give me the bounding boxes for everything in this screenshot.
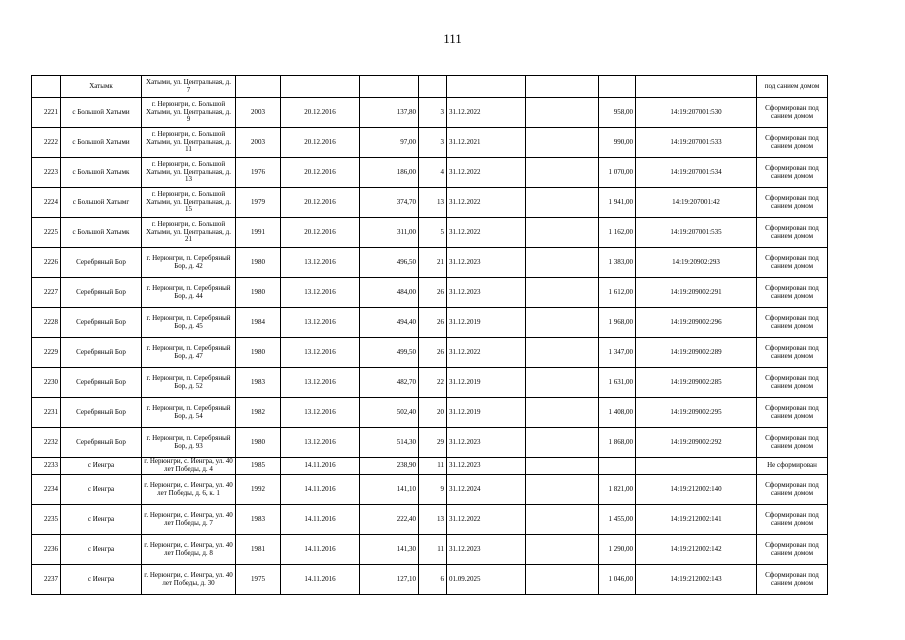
- cell-date2: 31.12.2024: [447, 475, 526, 505]
- cell-extra: [526, 218, 599, 248]
- cell-area: 496,50: [360, 248, 419, 278]
- cell-id: 2225: [32, 218, 61, 248]
- table-row: [32, 475, 828, 505]
- cell-address: г. Нерюнгри, с. Иенгра, ул. 40 лет Победы, д. 7: [142, 505, 236, 535]
- cell-year: [236, 76, 281, 98]
- cell-extra: [526, 248, 599, 278]
- cell-cadastre: 14:19:212002:143: [636, 565, 757, 595]
- cell-cost: 1 162,00: [599, 218, 636, 248]
- cell-area: 514,30: [360, 428, 419, 458]
- cell-cadastre: [636, 76, 757, 98]
- cell-date1: 13.12.2016: [281, 338, 360, 368]
- cell-date1: 20.12.2016: [281, 188, 360, 218]
- cell-count: 4: [419, 158, 447, 188]
- table-row: [32, 428, 828, 458]
- cell-place: Серебряный Бор: [61, 248, 142, 278]
- cell-cost: 958,00: [599, 98, 636, 128]
- cell-year: 2003: [236, 128, 281, 158]
- cell-year: 1975: [236, 565, 281, 595]
- cell-place: Серебряный Бор: [61, 308, 142, 338]
- cell-area: 97,00: [360, 128, 419, 158]
- cell-cost: 1 383,00: [599, 248, 636, 278]
- cell-cadastre: 14:19:209002:292: [636, 428, 757, 458]
- table-row: [32, 338, 828, 368]
- cell-place: Серебряный Бор: [61, 368, 142, 398]
- cell-count: 26: [419, 338, 447, 368]
- cell-address: Хатыми, ул. Центральная, д. 7: [142, 76, 236, 98]
- cell-extra: [526, 98, 599, 128]
- cell-status: Сформирован под санием домом: [757, 248, 828, 278]
- cell-count: 6: [419, 565, 447, 595]
- table-row: [32, 505, 828, 535]
- cell-cadastre: 14:19:207001:533: [636, 128, 757, 158]
- cell-status: Сформирован под санием домом: [757, 188, 828, 218]
- cell-cost: 1 612,00: [599, 278, 636, 308]
- cell-area: 137,80: [360, 98, 419, 128]
- cell-cadastre: 14:19:212002:141: [636, 505, 757, 535]
- cell-date1: 14.11.2016: [281, 458, 360, 475]
- cell-year: 1980: [236, 338, 281, 368]
- cell-address: г. Нерюнгри, п. Серебряный Бор, д. 42: [142, 248, 236, 278]
- cell-year: 1982: [236, 398, 281, 428]
- cell-id: 2222: [32, 128, 61, 158]
- cell-date2: 31.12.2019: [447, 308, 526, 338]
- cell-place: с Большой Хатымк: [61, 218, 142, 248]
- cell-place: Серебряный Бор: [61, 278, 142, 308]
- cell-status: Сформирован под санием домом: [757, 368, 828, 398]
- cell-id: 2233: [32, 458, 61, 475]
- cell-extra: [526, 338, 599, 368]
- cell-year: 1991: [236, 218, 281, 248]
- cell-cost: 1 941,00: [599, 188, 636, 218]
- cell-cost: 1 290,00: [599, 535, 636, 565]
- cell-date2: 31.12.2023: [447, 278, 526, 308]
- cell-year: 1983: [236, 505, 281, 535]
- cell-count: 29: [419, 428, 447, 458]
- cell-area: 141,10: [360, 475, 419, 505]
- cell-date1: 13.12.2016: [281, 278, 360, 308]
- cell-address: г. Нерюнгри, с. Большой Хатыми, ул. Центральная, д. 21: [142, 218, 236, 248]
- cell-year: 1976: [236, 158, 281, 188]
- cell-cadastre: 14:19:209002:289: [636, 338, 757, 368]
- cell-cadastre: 14:19:209002:296: [636, 308, 757, 338]
- cell-id: 2224: [32, 188, 61, 218]
- cell-id: 2232: [32, 428, 61, 458]
- cell-count: 13: [419, 505, 447, 535]
- cell-cadastre: 14:19:209002:285: [636, 368, 757, 398]
- cell-address: г. Нерюнгри, с. Иенгра, ул. 40 лет Победы, д. 30: [142, 565, 236, 595]
- table-row: [32, 368, 828, 398]
- cell-year: 1985: [236, 458, 281, 475]
- cell-address: г. Нерюнгри, п. Серебряный Бор, д. 47: [142, 338, 236, 368]
- cell-date1: 20.12.2016: [281, 128, 360, 158]
- cell-extra: [526, 428, 599, 458]
- cell-count: [419, 76, 447, 98]
- cell-area: 186,00: [360, 158, 419, 188]
- cell-extra: [526, 475, 599, 505]
- cell-place: Серебряный Бор: [61, 338, 142, 368]
- table-row: [32, 188, 828, 218]
- cell-status: Сформирован под санием домом: [757, 535, 828, 565]
- cell-area: 238,90: [360, 458, 419, 475]
- cell-area: 494,40: [360, 308, 419, 338]
- cell-date1: 14.11.2016: [281, 565, 360, 595]
- cell-area: 222,40: [360, 505, 419, 535]
- cell-area: 311,00: [360, 218, 419, 248]
- cell-status: Сформирован под санием домом: [757, 98, 828, 128]
- cell-count: 11: [419, 458, 447, 475]
- table-row: [32, 218, 828, 248]
- cell-place: с Иенгра: [61, 505, 142, 535]
- cell-area: 374,70: [360, 188, 419, 218]
- cell-extra: [526, 565, 599, 595]
- cell-extra: [526, 458, 599, 475]
- cell-place: с Иенгра: [61, 458, 142, 475]
- cell-extra: [526, 505, 599, 535]
- cell-cost: 1 046,00: [599, 565, 636, 595]
- cell-cost: 1 821,00: [599, 475, 636, 505]
- cell-extra: [526, 535, 599, 565]
- cell-count: 3: [419, 128, 447, 158]
- cell-cost: 1 347,00: [599, 338, 636, 368]
- cell-cadastre: 14:19:212002:142: [636, 535, 757, 565]
- cell-address: г. Нерюнгри, с. Большой Хатыми, ул. Центральная, д. 13: [142, 158, 236, 188]
- cell-year: 1981: [236, 535, 281, 565]
- cell-date2: 31.12.2021: [447, 128, 526, 158]
- cell-date1: 20.12.2016: [281, 218, 360, 248]
- cell-place: с Большой Хатыми: [61, 128, 142, 158]
- cell-date2: 31.12.2023: [447, 458, 526, 475]
- cell-status: Сформирован под санием домом: [757, 428, 828, 458]
- table-row: [32, 98, 828, 128]
- cell-place: с Иенгра: [61, 535, 142, 565]
- cell-count: 22: [419, 368, 447, 398]
- cell-extra: [526, 308, 599, 338]
- cell-id: 2227: [32, 278, 61, 308]
- cell-status: Сформирован под санием домом: [757, 475, 828, 505]
- table-row: [32, 248, 828, 278]
- cell-year: 1984: [236, 308, 281, 338]
- cell-count: 20: [419, 398, 447, 428]
- table-row: [32, 128, 828, 158]
- cell-place: с Иенгра: [61, 565, 142, 595]
- cell-status: Сформирован под санием домом: [757, 565, 828, 595]
- page-number: 111: [443, 31, 462, 46]
- cell-date2: 31.12.2022: [447, 188, 526, 218]
- cell-cost: 990,00: [599, 128, 636, 158]
- table-row: [32, 458, 828, 475]
- cell-date1: 20.12.2016: [281, 98, 360, 128]
- cell-address: г. Нерюнгри, п. Серебряный Бор, д. 54: [142, 398, 236, 428]
- cell-id: [32, 76, 61, 98]
- cell-extra: [526, 398, 599, 428]
- cell-year: 1979: [236, 188, 281, 218]
- cell-place: Хатымк: [61, 76, 142, 98]
- cell-id: 2226: [32, 248, 61, 278]
- cell-address: г. Нерюнгри, п. Серебряный Бор, д. 45: [142, 308, 236, 338]
- housing-register-table: [31, 75, 828, 595]
- cell-id: 2229: [32, 338, 61, 368]
- cell-cadastre: [636, 458, 757, 475]
- table-row: [32, 565, 828, 595]
- cell-date2: 31.12.2022: [447, 505, 526, 535]
- cell-place: с Большой Хатымк: [61, 158, 142, 188]
- table-row: [32, 158, 828, 188]
- cell-cost: [599, 458, 636, 475]
- cell-place: с Большой Хатыми: [61, 98, 142, 128]
- cell-year: 1983: [236, 368, 281, 398]
- cell-count: 21: [419, 248, 447, 278]
- cell-date2: 31.12.2023: [447, 248, 526, 278]
- cell-date2: 31.12.2023: [447, 535, 526, 565]
- cell-id: 2221: [32, 98, 61, 128]
- cell-date1: 13.12.2016: [281, 368, 360, 398]
- cell-area: 127,10: [360, 565, 419, 595]
- cell-extra: [526, 368, 599, 398]
- cell-year: 1980: [236, 428, 281, 458]
- cell-id: 2230: [32, 368, 61, 398]
- cell-id: 2236: [32, 535, 61, 565]
- table-row: [32, 535, 828, 565]
- cell-extra: [526, 128, 599, 158]
- cell-year: 1992: [236, 475, 281, 505]
- cell-area: 499,50: [360, 338, 419, 368]
- cell-address: г. Нерюнгри, п. Серебряный Бор, д. 93: [142, 428, 236, 458]
- cell-date2: 31.12.2022: [447, 158, 526, 188]
- table-row: [32, 278, 828, 308]
- cell-year: 1980: [236, 278, 281, 308]
- cell-date2: 31.12.2022: [447, 98, 526, 128]
- cell-place: с Большой Хатымг: [61, 188, 142, 218]
- cell-cadastre: 14:19:207001:530: [636, 98, 757, 128]
- cell-date2: 31.12.2022: [447, 218, 526, 248]
- cell-status: Сформирован под санием домом: [757, 128, 828, 158]
- cell-cost: 1 631,00: [599, 368, 636, 398]
- cell-address: г. Нерюнгри, с. Иенгра, ул. 40 лет Победы, д. 8: [142, 535, 236, 565]
- cell-area: 482,70: [360, 368, 419, 398]
- cell-area: [360, 76, 419, 98]
- cell-date2: 31.12.2023: [447, 428, 526, 458]
- cell-cadastre: 14:19:207001:534: [636, 158, 757, 188]
- cell-date2: 31.12.2022: [447, 338, 526, 368]
- cell-cost: 1 408,00: [599, 398, 636, 428]
- cell-status: под санием домом: [757, 76, 828, 98]
- cell-extra: [526, 158, 599, 188]
- cell-cadastre: 14:19:20902:293: [636, 248, 757, 278]
- cell-area: 502,40: [360, 398, 419, 428]
- cell-date2: 31.12.2019: [447, 398, 526, 428]
- table-body: [32, 76, 828, 595]
- cell-address: г. Нерюнгри, с. Большой Хатыми, ул. Центральная, д. 15: [142, 188, 236, 218]
- cell-status: Сформирован под санием домом: [757, 158, 828, 188]
- cell-status: Сформирован под санием домом: [757, 338, 828, 368]
- cell-cadastre: 14:19:207001:535: [636, 218, 757, 248]
- cell-status: Не сформирован: [757, 458, 828, 475]
- cell-cadastre: 14:19:209002:295: [636, 398, 757, 428]
- cell-address: г. Нерюнгри, с. Иенгра, ул. 40 лет Победы, д. 6, к. 1: [142, 475, 236, 505]
- cell-cadastre: 14:19:212002:140: [636, 475, 757, 505]
- cell-cost: 1 868,00: [599, 428, 636, 458]
- cell-status: Сформирован под санием домом: [757, 505, 828, 535]
- cell-place: Серебряный Бор: [61, 398, 142, 428]
- cell-extra: [526, 76, 599, 98]
- cell-year: 1980: [236, 248, 281, 278]
- cell-date2: 31.12.2019: [447, 368, 526, 398]
- cell-count: 5: [419, 218, 447, 248]
- cell-address: г. Нерюнгри, с. Большой Хатыми, ул. Центральная, д. 11: [142, 128, 236, 158]
- cell-date1: 13.12.2016: [281, 398, 360, 428]
- cell-date1: 14.11.2016: [281, 475, 360, 505]
- cell-id: 2231: [32, 398, 61, 428]
- table-row-partial: [32, 76, 828, 98]
- cell-count: 9: [419, 475, 447, 505]
- cell-count: 13: [419, 188, 447, 218]
- cell-date2: 01.09.2025: [447, 565, 526, 595]
- cell-place: Серебряный Бор: [61, 428, 142, 458]
- cell-address: г. Нерюнгри, п. Серебряный Бор, д. 44: [142, 278, 236, 308]
- cell-id: 2234: [32, 475, 61, 505]
- cell-id: 2223: [32, 158, 61, 188]
- cell-date2: [447, 76, 526, 98]
- cell-area: 484,00: [360, 278, 419, 308]
- cell-status: Сформирован под санием домом: [757, 218, 828, 248]
- cell-id: 2235: [32, 505, 61, 535]
- cell-count: 11: [419, 535, 447, 565]
- cell-cost: [599, 76, 636, 98]
- cell-cadastre: 14:19:207001:42: [636, 188, 757, 218]
- cell-date1: 13.12.2016: [281, 308, 360, 338]
- cell-address: г. Нерюнгри, с. Иенгра, ул. 40 лет Победы, д. 4: [142, 458, 236, 475]
- cell-count: 3: [419, 98, 447, 128]
- cell-date1: 13.12.2016: [281, 428, 360, 458]
- cell-status: Сформирован под санием домом: [757, 278, 828, 308]
- cell-date1: 14.11.2016: [281, 535, 360, 565]
- cell-date1: 14.11.2016: [281, 505, 360, 535]
- cell-id: 2228: [32, 308, 61, 338]
- cell-address: г. Нерюнгри, п. Серебряный Бор, д. 52: [142, 368, 236, 398]
- cell-date1: 20.12.2016: [281, 158, 360, 188]
- cell-status: Сформирован под санием домом: [757, 308, 828, 338]
- cell-place: с Иенгра: [61, 475, 142, 505]
- cell-count: 26: [419, 308, 447, 338]
- cell-count: 26: [419, 278, 447, 308]
- table-row: [32, 308, 828, 338]
- cell-extra: [526, 188, 599, 218]
- cell-year: 2003: [236, 98, 281, 128]
- cell-cost: 1 455,00: [599, 505, 636, 535]
- cell-cadastre: 14:19:209002:291: [636, 278, 757, 308]
- table-row: [32, 398, 828, 428]
- cell-date1: [281, 76, 360, 98]
- cell-cost: 1 968,00: [599, 308, 636, 338]
- cell-area: 141,30: [360, 535, 419, 565]
- cell-extra: [526, 278, 599, 308]
- cell-cost: 1 070,00: [599, 158, 636, 188]
- cell-status: Сформирован под санием домом: [757, 398, 828, 428]
- cell-date1: 13.12.2016: [281, 248, 360, 278]
- cell-address: г. Нерюнгри, с. Большой Хатыми, ул. Центральная, д. 9: [142, 98, 236, 128]
- cell-id: 2237: [32, 565, 61, 595]
